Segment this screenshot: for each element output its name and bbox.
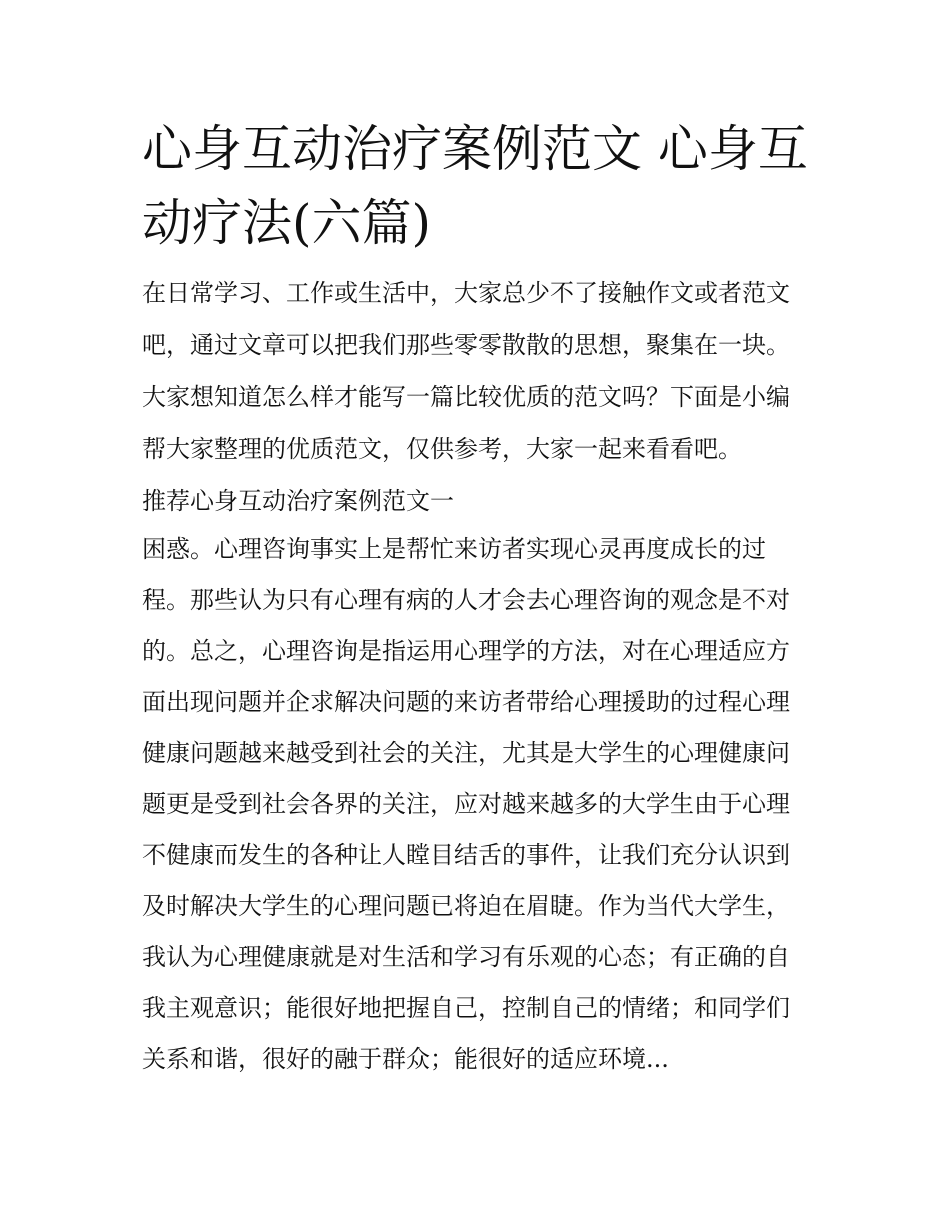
- section-heading: 推荐心身互动治疗案例范文一: [142, 487, 454, 515]
- body-line: 面出现问题并企求解决问题的来访者带给心理援助的过程心理: [142, 688, 790, 716]
- body-line: 我认为心理健康就是对生活和学习有乐观的心态；有正确的自: [142, 943, 790, 971]
- body-line: 健康问题越来越受到社会的关注，尤其是大学生的心理健康问: [142, 739, 790, 767]
- intro-line: 吧，通过文章可以把我们那些零零散散的思想，聚集在一块。: [142, 331, 790, 359]
- document-content: [142, 112, 814, 1096]
- body-line: 困惑。心理咨询事实上是帮忙来访者实现心灵再度成长的过: [142, 535, 766, 563]
- intro-line: 帮大家整理的优质范文，仅供参考，大家一起来看看吧。: [142, 435, 742, 463]
- body-line: 题更是受到社会各界的关注，应对越来越多的大学生由于心理: [142, 790, 790, 818]
- body-line: 关系和谐，很好的融于群众；能很好的适应环境...: [142, 1045, 669, 1073]
- title-line: 动疗法(六篇): [142, 194, 432, 252]
- body-line: 程。那些认为只有心理有病的人才会去心理咨询的观念是不对: [142, 586, 790, 614]
- document-title: [142, 112, 814, 260]
- body-line: 不健康而发生的各种让人瞠目结舌的事件，让我们充分认识到: [142, 841, 790, 869]
- body-line: 我主观意识；能很好地把握自己，控制自己的情绪；和同学们: [142, 994, 790, 1022]
- intro-line: 在日常学习、工作或生活中，大家总少不了接触作文或者范文: [142, 279, 790, 307]
- intro-paragraph: [142, 279, 814, 487]
- intro-line: 大家想知道怎么样才能写一篇比较优质的范文吗？下面是小编: [142, 383, 790, 411]
- body-paragraph: [142, 535, 814, 1096]
- body-line: 的。总之，心理咨询是指运用心理学的方法，对在心理适应方: [142, 637, 790, 665]
- title-line: 心身互动治疗案例范文 心身互: [142, 120, 808, 178]
- body-line: 及时解决大学生的心理问题已将迫在眉睫。作为当代大学生，: [142, 892, 790, 920]
